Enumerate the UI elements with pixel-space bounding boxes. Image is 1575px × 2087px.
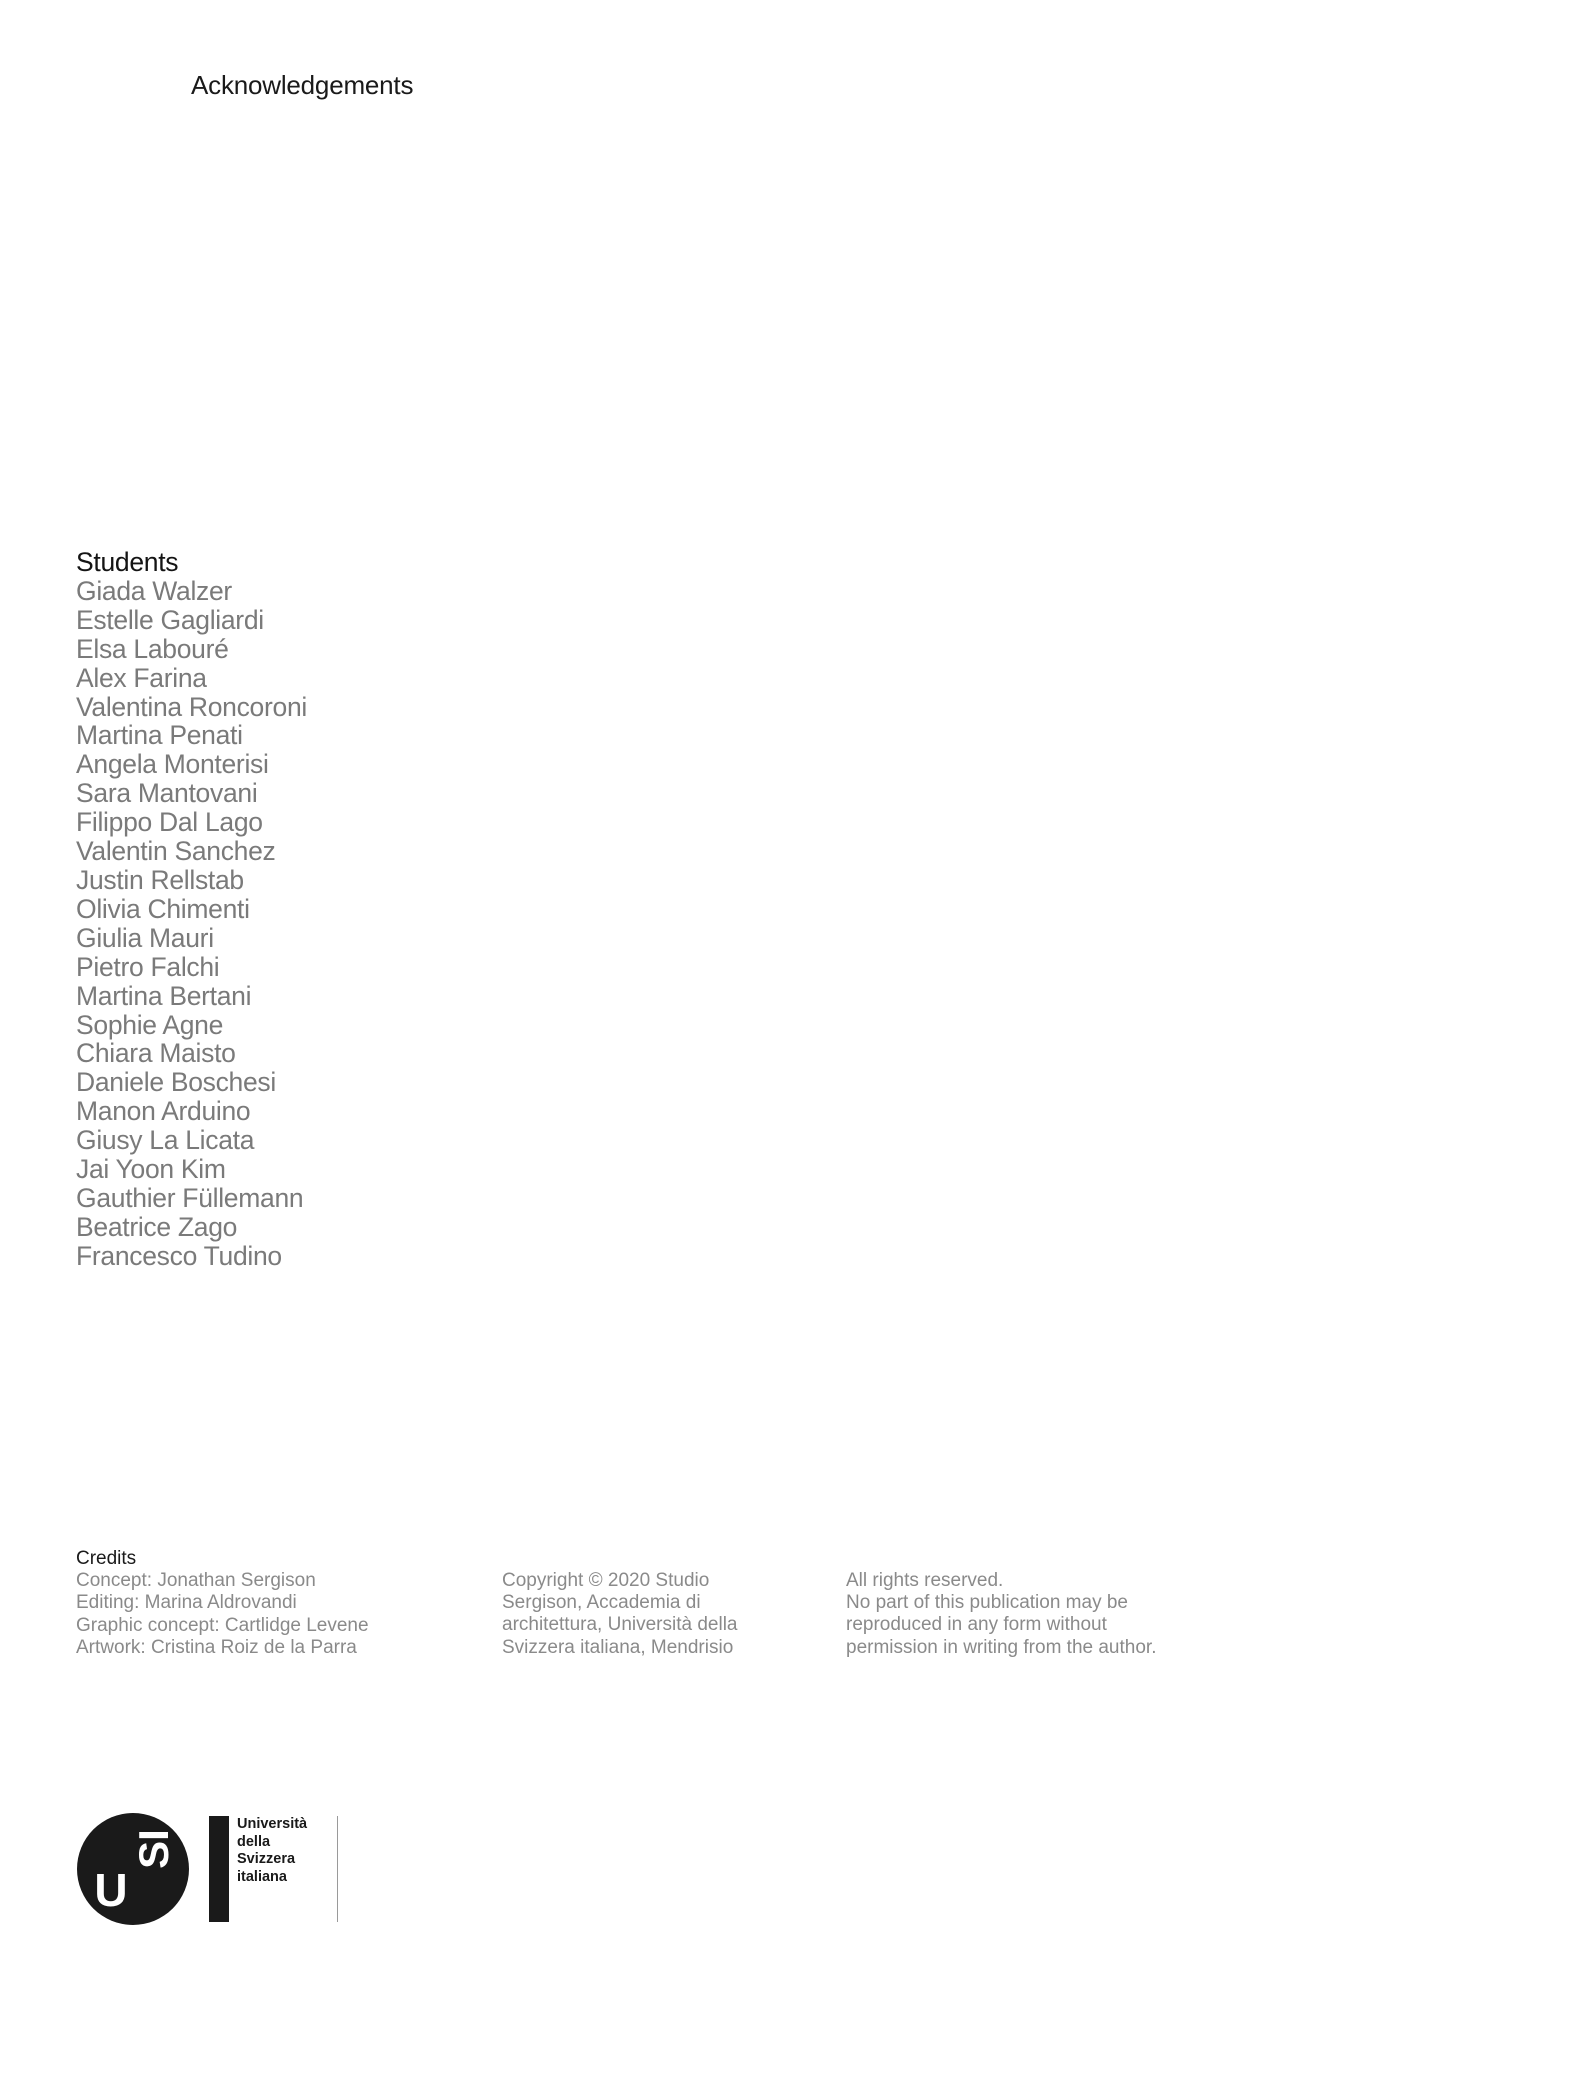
rights-line: reproduced in any form without [846,1614,1107,1636]
credit-line: Artwork: Cristina Roiz de la Parra [76,1636,357,1658]
student-name: Valentin Sanchez [76,836,276,867]
credits-heading: Credits [76,1548,137,1569]
student-name: Valentina Roncoroni [76,691,307,722]
student-name: Martina Bertani [76,980,252,1011]
student-list [76,577,307,1271]
university-name-line: della [237,1833,271,1850]
university-logo [76,1812,376,1924]
student-name: Francesco Tudino [76,1240,282,1271]
student-name: Pietro Falchi [76,951,220,982]
student-name: Olivia Chimenti [76,893,250,924]
copyright-line: Sergison, Accademia di [502,1592,701,1614]
student-name: Chiara Maisto [76,1038,236,1069]
student-name: Beatrice Zago [76,1211,238,1242]
student-name: Gauthier Füllemann [76,1182,304,1213]
student-name: Martina Penati [76,720,243,751]
copyright-line: architettura, Università della [502,1614,738,1636]
logo-divider [337,1816,338,1922]
student-name: Giulia Mauri [76,922,214,953]
student-name: Alex Farina [76,662,207,693]
credit-line: Concept: Jonathan Sergison [76,1570,316,1592]
logo-letter-u: U [94,1864,128,1916]
credits-section [76,1548,369,1659]
rights-line: All rights reserved. [846,1570,1004,1591]
student-name: Jai Yoon Kim [76,1154,226,1185]
student-name: Sara Mantovani [76,778,258,809]
rights-line: No part of this publication may be [846,1592,1128,1614]
student-name: Elsa Labouré [76,633,229,664]
credit-line: Editing: Marina Aldrovandi [76,1592,297,1614]
student-name: Manon Arduino [76,1096,251,1127]
copyright-line: Copyright © 2020 Studio [502,1570,710,1591]
usi-logo-icon [76,1812,190,1926]
student-name: Angela Monterisi [76,749,269,780]
copyright-line: Svizzera italiana, Mendrisio [502,1636,734,1658]
university-name [237,1816,307,1886]
student-name: Giada Walzer [76,575,232,606]
credit-line: Graphic concept: Cartlidge Levene [76,1614,369,1636]
page-title: Acknowledgements [191,70,414,100]
university-name-line: Svizzera [237,1851,296,1867]
rights-line: permission in writing from the author. [846,1636,1157,1658]
university-name-line: Università [237,1816,308,1832]
student-name: Daniele Boschesi [76,1067,276,1098]
student-name: Sophie Agne [76,1009,224,1040]
copyright-notice [502,1570,738,1659]
students-heading: Students [76,547,179,577]
student-name: Filippo Dal Lago [76,807,263,838]
student-name: Justin Rellstab [76,864,244,895]
rights-notice [846,1570,1156,1659]
logo-letters-si: SI [130,1829,177,1869]
student-name: Estelle Gagliardi [76,604,264,635]
student-name: Giusy La Licata [76,1125,255,1156]
university-name-line: italiana [237,1868,287,1885]
students-section [76,548,307,1271]
logo-bar [209,1816,229,1922]
